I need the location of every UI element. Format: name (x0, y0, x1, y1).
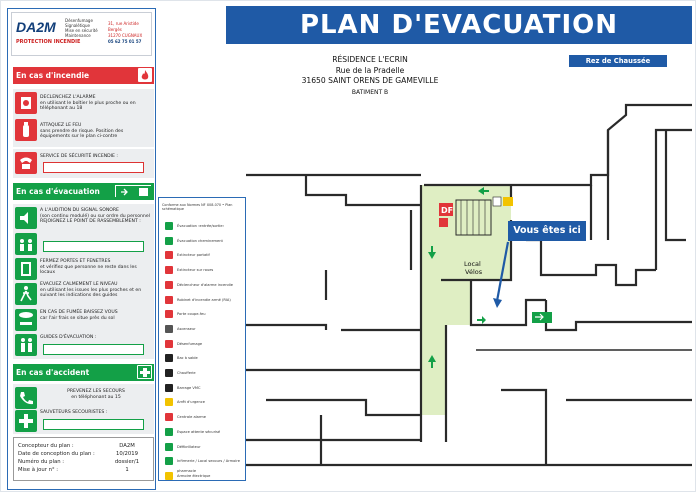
legend-item-label: Centrale alarme (177, 415, 206, 420)
legend-item-label: Infirmerie / Local secours / Armoire pharmacie (177, 459, 240, 474)
first-aiders-field[interactable] (43, 419, 144, 430)
legend-item-label: Armoire électrique (177, 473, 211, 478)
alarm-instruction: DECLENCHEZ L'ALARME en utilisant le boîtier le plus proche ou en téléphonant au 18 (40, 95, 136, 111)
page-title: PLAN D'EVACUATION (226, 6, 692, 44)
alarm-button-icon (15, 92, 37, 114)
legend-symbol-icon (165, 354, 173, 362)
legend-symbol-icon (165, 369, 173, 377)
incendie-instructions (13, 89, 154, 147)
security-service-field[interactable] (43, 162, 144, 173)
update-label: Mise à jour n° : (18, 467, 59, 473)
legend-symbol-icon (165, 281, 173, 289)
incendie-header: En cas d'incendie (13, 67, 154, 84)
date-value: 10/2019 (115, 451, 138, 457)
room-label-local: Local (464, 260, 481, 268)
floor-plan (246, 70, 692, 490)
legend-item-label: Extincteur sur roues (177, 268, 214, 273)
first-aiders-label: SAUVETEURS SECOURISTES : (40, 410, 108, 415)
emergency-call-instruction: PREVENEZ LES SECOURS en téléphonant au 15 (67, 389, 125, 400)
legend-item-label: Espace attente sécurisé (177, 429, 221, 434)
legend-symbol-icon (165, 310, 173, 318)
security-service-row (13, 149, 154, 178)
assembly-point-icon (15, 233, 37, 255)
close-doors-icon (15, 258, 37, 280)
legend-symbol-icon (165, 325, 173, 333)
date-label: Date de conception du plan : (18, 451, 95, 457)
legend-symbol-icon (165, 428, 173, 436)
evacuation-instructions (13, 204, 154, 359)
extinguisher-icon (15, 119, 37, 141)
legend-symbol-icon (165, 296, 173, 304)
legend-item-label: Déclencheur d'alarme incendie (177, 282, 233, 287)
logo-tagline: PROTECTION INCENDIE (16, 39, 81, 45)
security-service-label: SERVICE DE SÉCURITÉ INCENDIE : (40, 154, 118, 159)
first-aider-icon (15, 410, 37, 432)
guides-icon (15, 334, 37, 356)
residence-name: RÉSIDENCE L'ECRIN (332, 55, 408, 64)
electric-panel-marker (503, 197, 513, 206)
legend-symbol-icon (165, 398, 173, 406)
phone-fire-icon (15, 152, 37, 174)
legend-symbol-icon (165, 443, 173, 451)
legend-item-label: Ascenseur (177, 326, 196, 331)
level-badge: Rez de Chaussée (569, 55, 667, 67)
legend-symbol-icon (165, 266, 173, 274)
legend-symbol-icon (165, 472, 173, 480)
legend-item-label: Chaufferie (177, 371, 196, 375)
guides-label: GUIDES D'ÉVACUATION : (40, 335, 97, 340)
plan-designer-block (13, 437, 154, 481)
legend-item-label: Arrêt d'urgence (177, 400, 205, 405)
alarm-signal-instruction: A L'AUDITION DU SIGNAL SONORE (son continu modulé) ou sur ordre du personnel REJOIGNEZ LE POINT DE RASSEMBLEMENT : (40, 208, 150, 224)
room-label-bikes: Vélos (465, 268, 483, 276)
plan-number-label: Numéro du plan : (18, 459, 65, 465)
evacuate-instruction: EVACUEZ CALMEMENT LE NIVEAU en utilisant les issues les plus proches et en suivant les indications des guides (40, 282, 142, 298)
legend-item-label: Extincteur portatif (177, 253, 210, 258)
evacuate-icon (15, 283, 37, 305)
first-aid-cross-icon (137, 365, 152, 379)
city: 31650 SAINT ORENS DE GAMEVILLE (301, 76, 439, 85)
legend-symbol-icon (165, 237, 173, 245)
exit-sign-icon (114, 184, 152, 198)
guides-field[interactable] (43, 344, 144, 355)
accident-instructions (13, 384, 154, 434)
legend-item-label: Désenfumage (177, 341, 203, 346)
phone-icon (15, 387, 37, 409)
street: Rue de la Pradelle (335, 65, 405, 75)
legend-item-label: Évacuation ‹entrée/sortie› (177, 224, 225, 228)
assembly-point-field[interactable] (43, 241, 144, 252)
extinguisher-marker (439, 218, 448, 227)
legend-symbol-icon (165, 384, 173, 392)
logo-brand: DA2M (16, 19, 56, 35)
legend-symbol-icon (165, 457, 173, 465)
company-logo-block (11, 12, 152, 56)
you-are-here-label: Vous êtes ici (508, 221, 586, 241)
legend-item-label: Robinet d'incendie armé (RIA) (177, 297, 231, 302)
legend-symbol-icon (165, 251, 173, 259)
legend-panel (158, 197, 246, 481)
legend-item-label: Évacuation cheminement (177, 238, 223, 243)
smoke-instruction: EN CAS DE FUMÉE BAISSEZ VOUS car l'air frais se situe près du sol (40, 310, 118, 321)
legend-header: Conforme aux Normes NF X08-070 • Plan schématique (162, 203, 233, 211)
plan-number-value: dossier/1 (114, 459, 140, 465)
legend-symbol-icon (165, 413, 173, 421)
smoke-vent-label: DF (441, 206, 454, 215)
legend-symbol-icon (165, 222, 173, 230)
legend-item-label: Porte coupe-feu (177, 312, 206, 317)
accident-header: En cas d'accident (13, 364, 154, 381)
fire-icon (138, 68, 152, 82)
close-doors-instruction: FERMEZ PORTES ET FENETRES et vérifiez que personne ne reste dans les locaux (40, 259, 137, 275)
legend-symbol-icon (165, 340, 173, 348)
legend-item-label: Défibrillateur (177, 444, 201, 449)
sand-bin-marker (493, 197, 501, 206)
update-value: 1 (125, 467, 129, 473)
designer-label: Concepteur du plan : (18, 443, 74, 449)
logo-address: 31, rue Aristide Bergès 31270 CUGNAUX 05 62 75 01 57 (108, 21, 143, 44)
legend-item-label: Bac à sable (177, 356, 198, 361)
logo-services: Désenfumage Signalétique Mise en sécurité Maintenance (65, 18, 98, 38)
designer-value: DA2M (119, 443, 135, 449)
smoke-icon (15, 309, 37, 331)
alarm-speaker-icon (15, 207, 37, 229)
evacuation-header: En cas d'évacuation (13, 183, 154, 200)
legend-item-label: Barrage VMC (177, 385, 201, 390)
fire-attack-instruction: ATTAQUEZ LE FEU sans prendre de risque. Position des équipements sur le plan ci-contre (40, 123, 124, 139)
building: BATIMENT B (351, 88, 389, 96)
